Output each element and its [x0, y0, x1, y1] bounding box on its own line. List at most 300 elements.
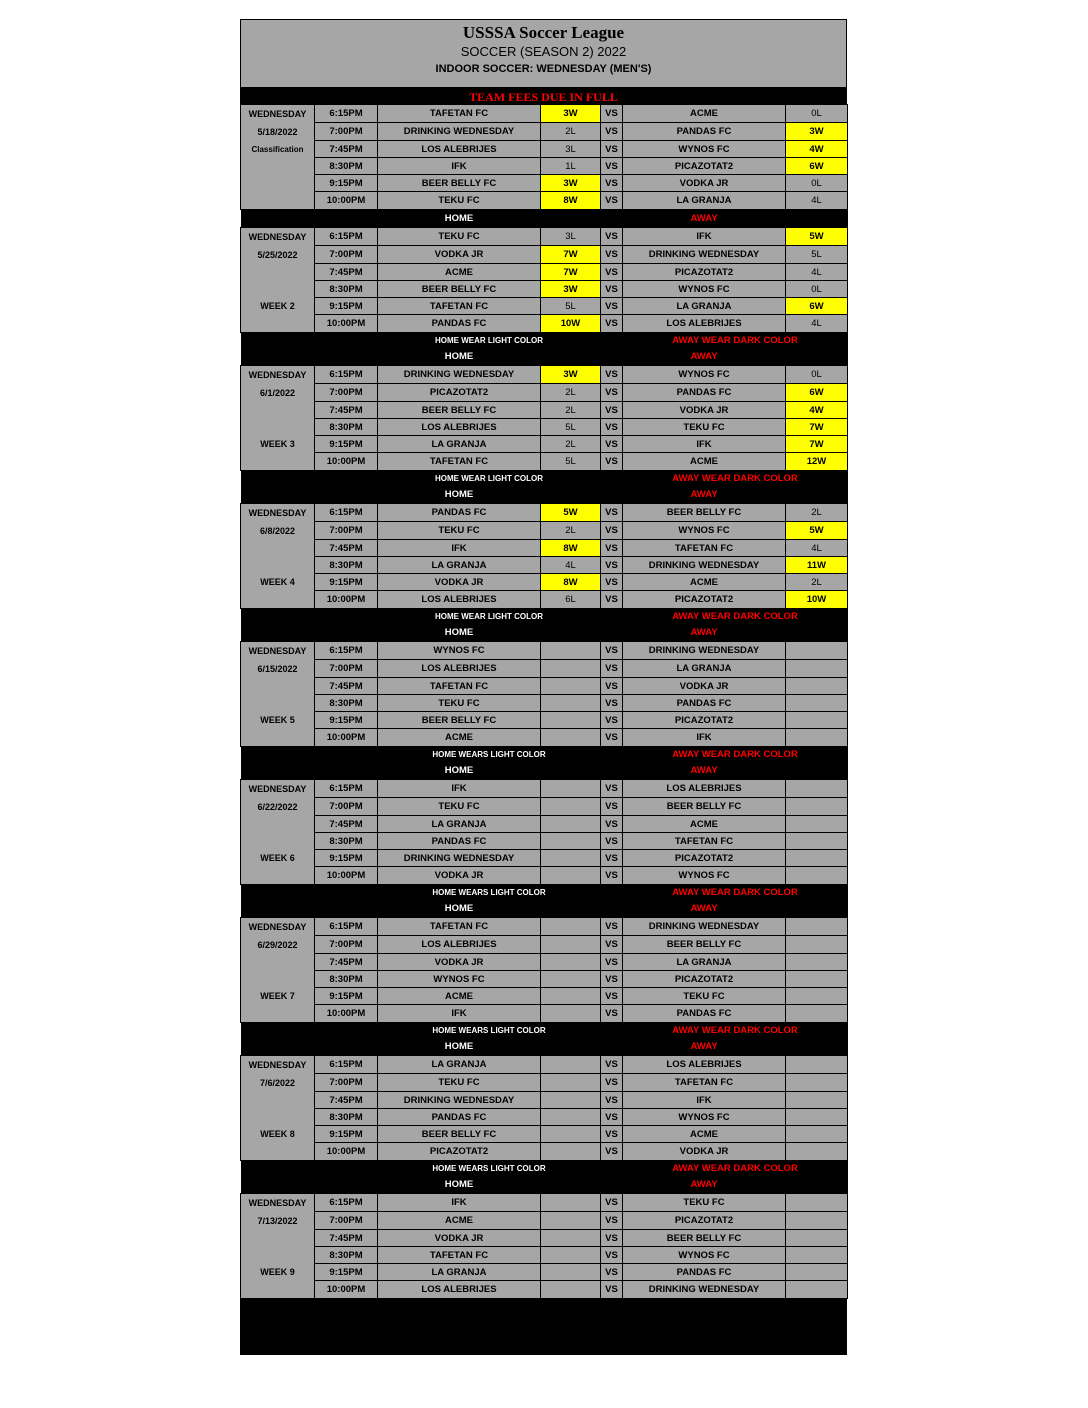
- home-team: TEKU FC: [378, 228, 541, 246]
- vs-label: VS: [601, 988, 623, 1005]
- game-time: 9:15PM: [315, 175, 378, 192]
- home-team: TAFETAN FC: [378, 105, 541, 123]
- vs-label: VS: [601, 175, 623, 192]
- color-rule-row: [241, 747, 848, 763]
- away-team: PANDAS FC: [623, 1005, 786, 1023]
- home-team: TAFETAN FC: [378, 1247, 541, 1264]
- vs-label: VS: [601, 158, 623, 175]
- vs-label: VS: [601, 123, 623, 141]
- vs-label: VS: [601, 557, 623, 574]
- away-result: [786, 1247, 848, 1264]
- home-team: WYNOS FC: [378, 971, 541, 988]
- away-header: AWAY: [623, 900, 786, 918]
- home-team: IFK: [378, 1005, 541, 1023]
- home-team: IFK: [378, 540, 541, 557]
- vs-label: VS: [601, 816, 623, 833]
- vs-label: VS: [601, 954, 623, 971]
- away-result: [786, 850, 848, 867]
- away-result: [786, 867, 848, 885]
- away-result: [786, 1281, 848, 1299]
- vs-label: VS: [601, 678, 623, 695]
- away-result: [786, 695, 848, 712]
- vs-label: VS: [601, 264, 623, 281]
- game-row: [241, 918, 848, 936]
- vs-label: VS: [601, 1143, 623, 1161]
- vs-label: VS: [601, 1281, 623, 1299]
- week-date: 6/1/2022: [241, 384, 315, 402]
- home-team: ACME: [378, 988, 541, 1005]
- away-team: ACME: [623, 453, 786, 471]
- week-day: WEDNESDAY: [241, 642, 315, 660]
- game-time: 7:45PM: [315, 816, 378, 833]
- week-day: WEDNESDAY: [241, 1056, 315, 1074]
- vs-label: VS: [601, 798, 623, 816]
- away-result: [786, 780, 848, 798]
- away-team: PICAZOTAT2: [623, 264, 786, 281]
- game-row: [241, 988, 848, 1005]
- vs-label: VS: [601, 141, 623, 158]
- game-row: [241, 936, 848, 954]
- color-rule-row: [241, 471, 848, 487]
- game-time: 8:30PM: [315, 281, 378, 298]
- game-row: [241, 1264, 848, 1281]
- vs-label: VS: [601, 1126, 623, 1143]
- away-result: [786, 798, 848, 816]
- home-result: [541, 850, 601, 867]
- away-result: 7W: [786, 436, 848, 453]
- game-time: 9:15PM: [315, 436, 378, 453]
- game-time: 7:00PM: [315, 1074, 378, 1092]
- away-team: TEKU FC: [623, 1194, 786, 1212]
- game-row: [241, 1109, 848, 1126]
- game-row: [241, 1126, 848, 1143]
- home-team: TEKU FC: [378, 1074, 541, 1092]
- home-result: [541, 971, 601, 988]
- vs-label: VS: [601, 366, 623, 384]
- game-row: [241, 264, 848, 281]
- game-row: [241, 522, 848, 540]
- away-team: BEER BELLY FC: [623, 504, 786, 522]
- away-team: VODKA JR: [623, 1143, 786, 1161]
- away-team: WYNOS FC: [623, 366, 786, 384]
- week-date: 5/25/2022: [241, 246, 315, 264]
- away-result: [786, 712, 848, 729]
- home-result: 8W: [541, 574, 601, 591]
- away-header: AWAY: [623, 624, 786, 642]
- game-row: [241, 504, 848, 522]
- away-team: PICAZOTAT2: [623, 158, 786, 175]
- home-team: PANDAS FC: [378, 833, 541, 850]
- home-result: [541, 1005, 601, 1023]
- away-header: AWAY: [623, 486, 786, 504]
- home-result: 2L: [541, 436, 601, 453]
- home-team: PANDAS FC: [378, 315, 541, 333]
- home-team: LA GRANJA: [378, 436, 541, 453]
- away-header: AWAY: [623, 1038, 786, 1056]
- home-result: [541, 1230, 601, 1247]
- away-result: [786, 678, 848, 695]
- home-team: LOS ALEBRIJES: [378, 419, 541, 436]
- week-label: WEEK 9: [241, 1264, 315, 1281]
- home-result: [541, 695, 601, 712]
- away-team: VODKA JR: [623, 678, 786, 695]
- home-team: IFK: [378, 158, 541, 175]
- game-row: [241, 366, 848, 384]
- game-row: [241, 642, 848, 660]
- away-result: 0L: [786, 281, 848, 298]
- week-day: WEDNESDAY: [241, 1194, 315, 1212]
- away-team: WYNOS FC: [623, 1247, 786, 1264]
- vs-label: VS: [601, 540, 623, 557]
- home-team: LOS ALEBRIJES: [378, 591, 541, 609]
- vs-label: VS: [601, 712, 623, 729]
- week-label: WEEK 6: [241, 850, 315, 867]
- game-row: [241, 1194, 848, 1212]
- home-away-header: [241, 624, 848, 642]
- home-color-note: HOME WEARS LIGHT COLOR: [378, 747, 601, 763]
- home-result: 3W: [541, 105, 601, 123]
- home-header: HOME: [378, 210, 541, 228]
- home-team: ACME: [378, 729, 541, 747]
- home-team: LA GRANJA: [378, 557, 541, 574]
- home-team: BEER BELLY FC: [378, 402, 541, 419]
- game-row: [241, 591, 848, 609]
- home-away-header: [241, 1038, 848, 1056]
- game-row: [241, 384, 848, 402]
- home-team: VODKA JR: [378, 867, 541, 885]
- away-team: LOS ALEBRIJES: [623, 315, 786, 333]
- game-time: 10:00PM: [315, 867, 378, 885]
- home-team: LA GRANJA: [378, 1264, 541, 1281]
- game-row: [241, 158, 848, 175]
- vs-label: VS: [601, 1092, 623, 1109]
- home-result: 3W: [541, 366, 601, 384]
- home-away-header: [241, 486, 848, 504]
- away-result: 2L: [786, 574, 848, 591]
- fees-notice: TEAM FEES DUE IN FULL: [240, 88, 847, 104]
- away-team: DRINKING WEDNESDAY: [623, 1281, 786, 1299]
- home-color-note: HOME WEAR LIGHT COLOR: [378, 609, 601, 625]
- home-team: PANDAS FC: [378, 504, 541, 522]
- away-team: PICAZOTAT2: [623, 712, 786, 729]
- away-team: PICAZOTAT2: [623, 971, 786, 988]
- game-time: 7:45PM: [315, 264, 378, 281]
- week-day: WEDNESDAY: [241, 228, 315, 246]
- away-result: 11W: [786, 557, 848, 574]
- away-result: [786, 1005, 848, 1023]
- away-team: PICAZOTAT2: [623, 850, 786, 867]
- home-color-note: HOME WEAR LIGHT COLOR: [378, 471, 601, 487]
- vs-label: VS: [601, 384, 623, 402]
- home-result: [541, 1194, 601, 1212]
- home-team: TAFETAN FC: [378, 678, 541, 695]
- away-team: LA GRANJA: [623, 954, 786, 971]
- away-color-note: AWAY WEAR DARK COLOR: [623, 747, 848, 763]
- game-row: [241, 315, 848, 333]
- home-result: 4L: [541, 557, 601, 574]
- home-result: [541, 798, 601, 816]
- away-result: 0L: [786, 105, 848, 123]
- away-result: 5W: [786, 228, 848, 246]
- week-label: WEEK 3: [241, 436, 315, 453]
- footer-bar: [240, 1299, 847, 1355]
- game-row: [241, 1143, 848, 1161]
- vs-label: VS: [601, 1247, 623, 1264]
- vs-label: VS: [601, 918, 623, 936]
- home-team: DRINKING WEDNESDAY: [378, 1092, 541, 1109]
- game-time: 7:00PM: [315, 798, 378, 816]
- home-team: BEER BELLY FC: [378, 712, 541, 729]
- away-team: LA GRANJA: [623, 298, 786, 315]
- away-team: TEKU FC: [623, 419, 786, 436]
- week-date: 5/18/2022: [241, 123, 315, 141]
- game-time: 9:15PM: [315, 298, 378, 315]
- home-team: TAFETAN FC: [378, 453, 541, 471]
- away-result: 0L: [786, 366, 848, 384]
- away-team: ACME: [623, 574, 786, 591]
- away-result: 4W: [786, 402, 848, 419]
- vs-label: VS: [601, 522, 623, 540]
- home-result: 8W: [541, 192, 601, 210]
- away-team: BEER BELLY FC: [623, 798, 786, 816]
- game-row: [241, 867, 848, 885]
- game-row: [241, 298, 848, 315]
- home-result: [541, 988, 601, 1005]
- home-result: 7W: [541, 246, 601, 264]
- week-day: WEDNESDAY: [241, 918, 315, 936]
- vs-label: VS: [601, 105, 623, 123]
- game-row: [241, 281, 848, 298]
- home-result: 8W: [541, 540, 601, 557]
- vs-label: VS: [601, 419, 623, 436]
- home-team: VODKA JR: [378, 246, 541, 264]
- away-team: DRINKING WEDNESDAY: [623, 557, 786, 574]
- away-color-note: AWAY WEAR DARK COLOR: [623, 609, 848, 625]
- vs-label: VS: [601, 402, 623, 419]
- home-color-note: HOME WEARS LIGHT COLOR: [378, 1161, 601, 1177]
- home-team: LOS ALEBRIJES: [378, 1281, 541, 1299]
- away-team: LA GRANJA: [623, 192, 786, 210]
- vs-label: VS: [601, 298, 623, 315]
- home-result: 5L: [541, 419, 601, 436]
- away-result: 0L: [786, 175, 848, 192]
- game-row: [241, 954, 848, 971]
- away-team: PICAZOTAT2: [623, 591, 786, 609]
- away-result: [786, 1264, 848, 1281]
- away-team: WYNOS FC: [623, 281, 786, 298]
- away-team: VODKA JR: [623, 402, 786, 419]
- home-away-header: [241, 348, 848, 366]
- home-result: [541, 1281, 601, 1299]
- home-header: HOME: [378, 486, 541, 504]
- home-team: TAFETAN FC: [378, 918, 541, 936]
- home-result: 2L: [541, 384, 601, 402]
- week-date: 6/8/2022: [241, 522, 315, 540]
- game-time: 6:15PM: [315, 918, 378, 936]
- game-time: 7:00PM: [315, 1212, 378, 1230]
- away-result: 4W: [786, 141, 848, 158]
- game-time: 8:30PM: [315, 1247, 378, 1264]
- game-row: [241, 453, 848, 471]
- home-result: [541, 1056, 601, 1074]
- away-team: PANDAS FC: [623, 384, 786, 402]
- home-team: TEKU FC: [378, 695, 541, 712]
- away-result: [786, 1074, 848, 1092]
- away-result: [786, 660, 848, 678]
- title-block: [240, 19, 847, 88]
- vs-label: VS: [601, 574, 623, 591]
- color-rule-row: [241, 1161, 848, 1177]
- away-result: [786, 642, 848, 660]
- home-result: 5W: [541, 504, 601, 522]
- away-color-note: AWAY WEAR DARK COLOR: [623, 885, 848, 901]
- game-time: 8:30PM: [315, 557, 378, 574]
- home-result: [541, 833, 601, 850]
- vs-label: VS: [601, 1109, 623, 1126]
- schedule-subtitle: INDOOR SOCCER: WEDNESDAY (MEN'S): [435, 63, 652, 75]
- away-result: 4L: [786, 315, 848, 333]
- game-row: [241, 712, 848, 729]
- vs-label: VS: [601, 1005, 623, 1023]
- away-team: DRINKING WEDNESDAY: [623, 246, 786, 264]
- home-result: [541, 816, 601, 833]
- away-result: [786, 1109, 848, 1126]
- game-time: 7:45PM: [315, 402, 378, 419]
- home-away-header: [241, 900, 848, 918]
- home-team: TEKU FC: [378, 522, 541, 540]
- week-label: WEEK 5: [241, 712, 315, 729]
- home-away-header: [241, 210, 848, 228]
- vs-label: VS: [601, 315, 623, 333]
- away-result: [786, 1194, 848, 1212]
- game-row: [241, 695, 848, 712]
- game-row: [241, 1281, 848, 1299]
- away-result: [786, 1230, 848, 1247]
- week-date: 7/13/2022: [241, 1212, 315, 1230]
- game-time: 8:30PM: [315, 158, 378, 175]
- away-team: PANDAS FC: [623, 1264, 786, 1281]
- schedule-sheet: [240, 19, 847, 1355]
- game-row: [241, 971, 848, 988]
- home-result: [541, 1092, 601, 1109]
- vs-label: VS: [601, 695, 623, 712]
- game-time: 9:15PM: [315, 850, 378, 867]
- game-time: 7:45PM: [315, 1230, 378, 1247]
- away-result: [786, 1212, 848, 1230]
- home-header: HOME: [378, 762, 541, 780]
- game-time: 6:15PM: [315, 1056, 378, 1074]
- home-team: LOS ALEBRIJES: [378, 660, 541, 678]
- home-result: 7W: [541, 264, 601, 281]
- vs-label: VS: [601, 453, 623, 471]
- away-team: WYNOS FC: [623, 867, 786, 885]
- home-team: LA GRANJA: [378, 816, 541, 833]
- game-time: 8:30PM: [315, 971, 378, 988]
- week-day: WEDNESDAY: [241, 504, 315, 522]
- game-time: 10:00PM: [315, 591, 378, 609]
- away-team: LOS ALEBRIJES: [623, 780, 786, 798]
- away-result: [786, 954, 848, 971]
- game-row: [241, 436, 848, 453]
- home-result: [541, 642, 601, 660]
- home-team: PICAZOTAT2: [378, 384, 541, 402]
- away-team: PANDAS FC: [623, 695, 786, 712]
- away-header: AWAY: [623, 348, 786, 366]
- away-team: PANDAS FC: [623, 123, 786, 141]
- game-time: 7:45PM: [315, 540, 378, 557]
- home-result: [541, 712, 601, 729]
- away-team: LOS ALEBRIJES: [623, 1056, 786, 1074]
- game-time: 7:00PM: [315, 123, 378, 141]
- away-team: ACME: [623, 816, 786, 833]
- game-row: [241, 540, 848, 557]
- game-row: [241, 1247, 848, 1264]
- away-result: 4L: [786, 192, 848, 210]
- game-time: 6:15PM: [315, 504, 378, 522]
- away-result: 6W: [786, 298, 848, 315]
- color-rule-row: [241, 609, 848, 625]
- game-time: 8:30PM: [315, 419, 378, 436]
- home-header: HOME: [378, 1176, 541, 1194]
- week-day: WEDNESDAY: [241, 105, 315, 123]
- home-color-note: HOME WEARS LIGHT COLOR: [378, 885, 601, 901]
- home-result: [541, 867, 601, 885]
- vs-label: VS: [601, 228, 623, 246]
- game-time: 6:15PM: [315, 228, 378, 246]
- week-label: WEEK 4: [241, 574, 315, 591]
- game-row: [241, 419, 848, 436]
- vs-label: VS: [601, 660, 623, 678]
- away-team: BEER BELLY FC: [623, 936, 786, 954]
- game-row: [241, 557, 848, 574]
- vs-label: VS: [601, 780, 623, 798]
- home-team: TAFETAN FC: [378, 298, 541, 315]
- home-result: 2L: [541, 522, 601, 540]
- league-title: USSSA Soccer League: [462, 23, 625, 42]
- away-team: IFK: [623, 1092, 786, 1109]
- away-team: WYNOS FC: [623, 141, 786, 158]
- game-time: 10:00PM: [315, 729, 378, 747]
- home-result: [541, 780, 601, 798]
- home-result: [541, 1074, 601, 1092]
- home-result: [541, 918, 601, 936]
- home-header: HOME: [378, 624, 541, 642]
- week-date: 6/22/2022: [241, 798, 315, 816]
- home-team: DRINKING WEDNESDAY: [378, 366, 541, 384]
- game-row: [241, 228, 848, 246]
- game-row: [241, 402, 848, 419]
- home-color-note: HOME WEARS LIGHT COLOR: [378, 1023, 601, 1039]
- game-row: [241, 1212, 848, 1230]
- away-color-note: AWAY WEAR DARK COLOR: [623, 1023, 848, 1039]
- home-team: WYNOS FC: [378, 642, 541, 660]
- home-result: 5L: [541, 298, 601, 315]
- home-header: HOME: [378, 1038, 541, 1056]
- home-result: 3W: [541, 175, 601, 192]
- away-team: WYNOS FC: [623, 1109, 786, 1126]
- home-team: DRINKING WEDNESDAY: [378, 123, 541, 141]
- away-team: DRINKING WEDNESDAY: [623, 918, 786, 936]
- home-team: LOS ALEBRIJES: [378, 141, 541, 158]
- home-result: 2L: [541, 123, 601, 141]
- vs-label: VS: [601, 850, 623, 867]
- week-day: WEDNESDAY: [241, 780, 315, 798]
- vs-label: VS: [601, 833, 623, 850]
- color-rule-row: [241, 1023, 848, 1039]
- home-team: LOS ALEBRIJES: [378, 936, 541, 954]
- away-team: PICAZOTAT2: [623, 1212, 786, 1230]
- vs-label: VS: [601, 642, 623, 660]
